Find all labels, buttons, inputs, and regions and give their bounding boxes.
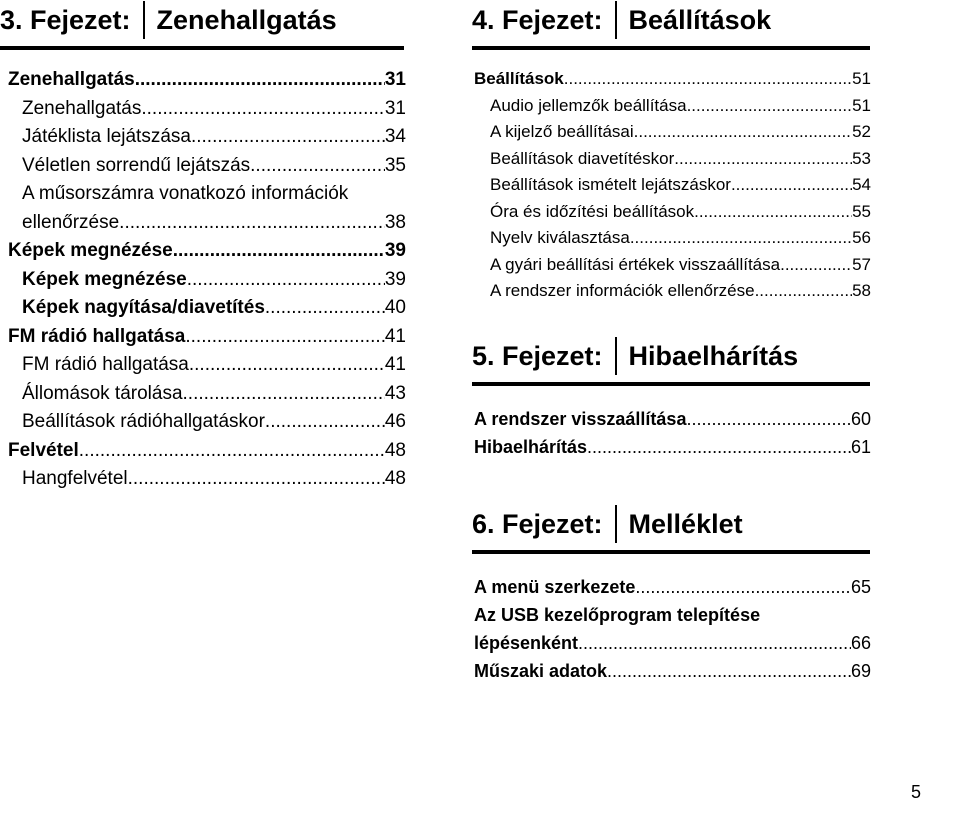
chapter-4-number: 4. Fejezet: bbox=[472, 4, 603, 35]
chapter-4-toc bbox=[474, 70, 871, 309]
toc-entry[interactable]: FM rádió hallgatása ..... 41 bbox=[8, 327, 406, 356]
toc-entry[interactable]: Beállítások diavetítéskor ..... 53 bbox=[474, 150, 871, 177]
toc-entry-wrapped[interactable]: Az USB kezelőprogram telepítése bbox=[474, 605, 761, 625]
toc-entry[interactable]: Zenehallgatás ..... 31 bbox=[8, 99, 406, 128]
toc-entry[interactable]: Beállítások rádióhallgatáskor ..... 46 bbox=[8, 412, 406, 441]
toc-entry[interactable]: Véletlen sorrendű lejátszás ..... 35 bbox=[8, 156, 406, 185]
chapter-6-heading bbox=[472, 504, 870, 554]
chapter-3-title: Zenehallgatás bbox=[156, 4, 337, 35]
toc-entry[interactable]: A kijelző beállításai ..... 52 bbox=[474, 123, 871, 150]
chapter-4-heading bbox=[472, 0, 870, 50]
toc-entry[interactable]: Nyelv kiválasztása ..... 56 bbox=[474, 229, 871, 256]
toc-entry[interactable]: Beállítások ..... 51 bbox=[474, 70, 871, 97]
toc-entry[interactable]: Képek megnézése ..... 39 bbox=[8, 241, 406, 270]
toc-entry[interactable]: Műszaki adatok ..... 69 bbox=[474, 662, 871, 690]
chapter-6-title: Melléklet bbox=[628, 508, 743, 539]
chapter-6-toc bbox=[474, 578, 871, 690]
chapter-3-toc bbox=[8, 70, 406, 498]
toc-entry[interactable]: A gyári beállítási értékek visszaállítása ..... 57 bbox=[474, 256, 871, 283]
toc-entry[interactable]: Audio jellemzők beállítása ..... 51 bbox=[474, 97, 871, 124]
page-number: 5 bbox=[911, 782, 922, 802]
toc-entry[interactable]: lépésenként ..... 66 bbox=[474, 634, 871, 662]
toc-entry[interactable]: Beállítások ismételt lejátszáskor ..... 54 bbox=[474, 176, 871, 203]
toc-entry[interactable]: Hangfelvétel ..... 48 bbox=[8, 469, 406, 498]
chapter-5-heading bbox=[472, 336, 870, 386]
toc-entry[interactable]: Képek nagyítása/diavetítés ..... 40 bbox=[8, 298, 406, 327]
toc-entry[interactable]: A menü szerkezete ..... 65 bbox=[474, 578, 871, 606]
chapter-5-number: 5. Fejezet: bbox=[472, 340, 603, 371]
chapter-6-number: 6. Fejezet: bbox=[472, 508, 603, 539]
toc-entry[interactable]: Hibaelhárítás ..... 61 bbox=[474, 438, 871, 466]
chapter-3-separator bbox=[143, 1, 145, 39]
chapter-4-separator bbox=[615, 1, 617, 39]
toc-entry[interactable]: Zenehallgatás ..... 31 bbox=[8, 70, 406, 99]
toc-entry[interactable]: Óra és időzítési beállítások ..... 55 bbox=[474, 203, 871, 230]
toc-entry[interactable]: Felvétel ..... 48 bbox=[8, 441, 406, 470]
toc-entry[interactable]: A rendszer visszaállítása ..... 60 bbox=[474, 410, 871, 438]
toc-entry[interactable]: Állomások tárolása ..... 43 bbox=[8, 384, 406, 413]
chapter-3-number: 3. Fejezet: bbox=[0, 4, 131, 35]
chapter-6-separator bbox=[615, 505, 617, 543]
toc-entry-wrapped[interactable]: A műsorszámra vonatkozó információk bbox=[22, 183, 349, 204]
toc-entry[interactable]: FM rádió hallgatása ..... 41 bbox=[8, 355, 406, 384]
toc-entry[interactable]: Képek megnézése ..... 39 bbox=[8, 270, 406, 299]
chapter-5-toc bbox=[474, 410, 871, 466]
chapter-5-title: Hibaelhárítás bbox=[628, 340, 799, 371]
chapter-3-heading bbox=[0, 0, 404, 50]
toc-entry[interactable]: A rendszer információk ellenőrzése ..... 58 bbox=[474, 282, 871, 309]
toc-entry[interactable]: ellenőrzése ..... 38 bbox=[8, 213, 406, 242]
chapter-5-separator bbox=[615, 337, 617, 375]
toc-entry[interactable]: Játéklista lejátszása ..... 34 bbox=[8, 127, 406, 156]
chapter-4-title: Beállítások bbox=[628, 4, 772, 35]
